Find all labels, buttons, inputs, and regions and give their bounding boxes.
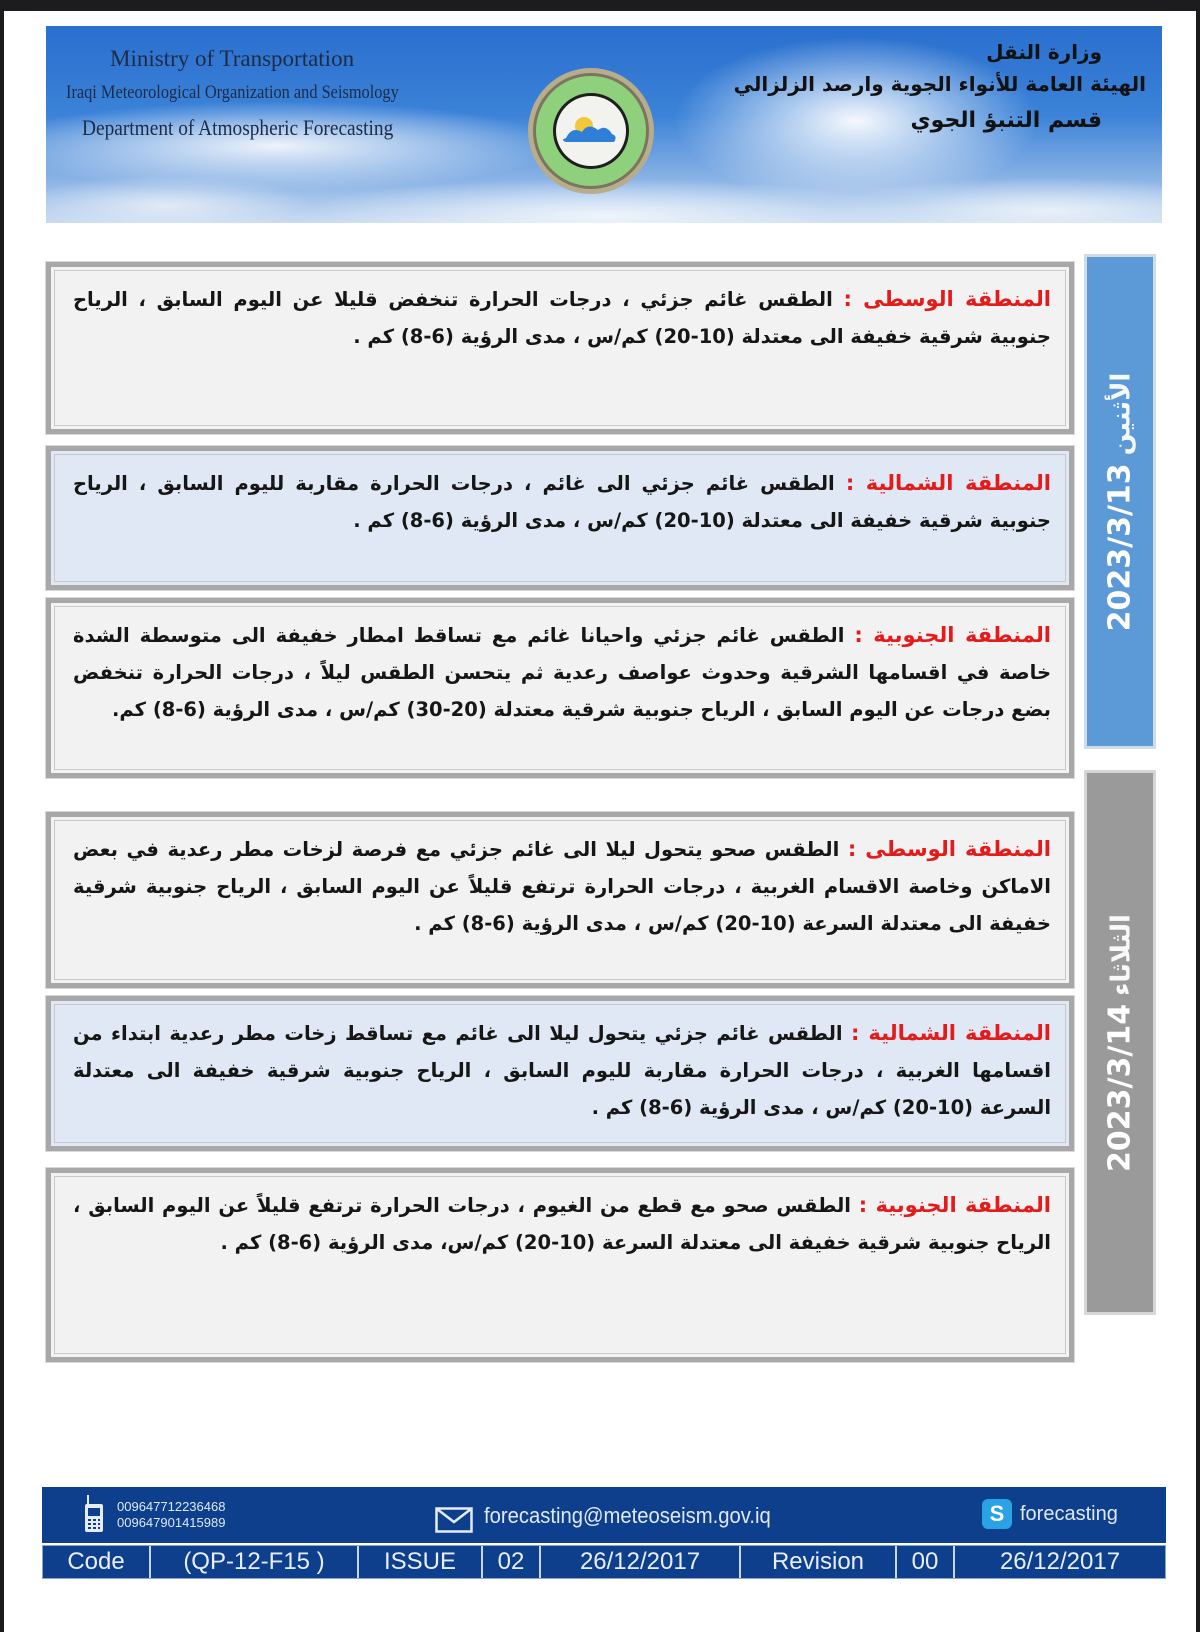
organization-seal-icon xyxy=(526,66,656,196)
region-label: المنطقة الشمالية : xyxy=(851,1021,1051,1045)
code-value: (QP-12-F15 ) xyxy=(151,1546,359,1578)
issue-label: ISSUE xyxy=(359,1546,483,1578)
region-label: المنطقة الجنوبية : xyxy=(858,1193,1051,1217)
code-label: Code xyxy=(43,1546,151,1578)
skype-handle: forecasting xyxy=(1020,1503,1118,1525)
issue-date: 26/12/2017 xyxy=(541,1546,741,1578)
forecast-text: الطقس غائم جزئي ، درجات الحرارة تنخفض قليلا عن اليوم السابق ، الرياح جنوبية شرقية خفيفة الى معتدلة (10-20) كم/س ، مدى الرؤية (6-8) كم . xyxy=(73,288,1051,348)
day-label-panel-2 xyxy=(1084,770,1156,1315)
forecast-north-day2 xyxy=(46,996,1074,1151)
forecast-text: الطقس صحو يتحول ليلا الى غائم جزئي مع فرصة لزخات مطر رعدية في بعض الاماكن وخاصة الاقسام الغربية ، درجات الحرارة ترتفع قليلاً عن اليوم السابق ، الرياح جنوبية شرقية خفيفة الى معتدلة السرعة (10-20) كم/س ، مدى الرؤية (6-8) كم . xyxy=(73,838,1051,935)
forecast-text: الطقس غائم جزئي الى غائم ، درجات الحرارة مقاربة لليوم السابق ، الرياح جنوبية شرقية خفيفة الى معتدلة (10-20) كم/س ، مدى الرؤية (6-8) كم . xyxy=(73,472,1051,532)
region-label: المنطقة الوسطى : xyxy=(843,287,1051,311)
day-date: 2023/3/14 xyxy=(1102,1003,1138,1172)
forecast-central-day1 xyxy=(46,262,1074,434)
forecast-south-day1 xyxy=(46,598,1074,778)
forecast-central-day2 xyxy=(46,812,1074,988)
revision-label: Revision xyxy=(741,1546,897,1578)
email-link[interactable]: forecasting@meteoseism.gov.iq xyxy=(484,1503,771,1528)
region-label: المنطقة الشمالية : xyxy=(845,471,1051,495)
revision-value: 00 xyxy=(897,1546,955,1578)
skype-icon: S xyxy=(982,1499,1012,1529)
region-label: المنطقة الجنوبية : xyxy=(854,623,1051,647)
department-title-ar: قسم التنبؤ الجوي xyxy=(910,108,1102,133)
phone-number-2: 009647901415989 xyxy=(117,1515,226,1530)
organization-title-ar: الهيئة العامة للأنواء الجوية وارصد الزلزالي xyxy=(733,72,1146,96)
forecast-text: الطقس غائم جزئي واحيانا غائم مع تساقط امطار خفيفة الى متوسطة الشدة خاصة في اقسامها الشرقية وحدوث عواصف رعدية ثم يتحسن الطقس ليلاً ، درجات الحرارة تنخفض بضع درجات عن اليوم السابق ، الرياح جنوبية شرقية معتدلة (20-30) كم/س ، مدى الرؤية (6-8) كم. xyxy=(73,624,1051,721)
department-title-en: Department of Atmospheric Forecasting xyxy=(82,115,394,140)
issue-value: 02 xyxy=(483,1546,541,1578)
day-date: 2023/3/13 xyxy=(1102,462,1138,631)
region-label: المنطقة الوسطى : xyxy=(847,837,1051,861)
forecast-north-day1 xyxy=(46,446,1074,590)
forecast-text: الطقس غائم جزئي يتحول ليلا الى غائم مع تساقط زخات مطر رعدية ابتداء من اقسامها الغربية ، درجات الحرارة مقاربة لليوم السابق ، الرياح جنوبية شرقية خفيفة الى معتدلة السرعة (10-20) كم/س ، مدى الرؤية (6-8) كم . xyxy=(73,1022,1051,1119)
mobile-phone-icon xyxy=(84,1495,104,1533)
ministry-title-ar: وزارة النقل xyxy=(986,40,1102,64)
envelope-icon xyxy=(435,1507,473,1533)
forecast-text: الطقس صحو مع قطع من الغيوم ، درجات الحرارة ترتفع قليلاً عن اليوم السابق ، الرياح جنوبية شرقية خفيفة الى معتدلة السرعة (10-20) كم/س، مدى الرؤية (6-8) كم . xyxy=(73,1194,1051,1254)
revision-date: 26/12/2017 xyxy=(999,1548,1121,1575)
day-name: الثلاثاء xyxy=(1106,913,1137,996)
day-name: الأثنين xyxy=(1106,372,1137,455)
header-banner xyxy=(46,26,1162,223)
forecast-south-day2 xyxy=(46,1168,1074,1362)
day-label-panel-1 xyxy=(1084,254,1156,749)
contact-footer xyxy=(42,1487,1166,1543)
ministry-title-en: Ministry of Transportation xyxy=(110,46,355,71)
organization-title-en: Iraqi Meteorological Organization and Seismology xyxy=(66,82,399,103)
phone-number-1: 009647712236468 xyxy=(117,1499,226,1514)
document-code-bar xyxy=(42,1545,1166,1579)
